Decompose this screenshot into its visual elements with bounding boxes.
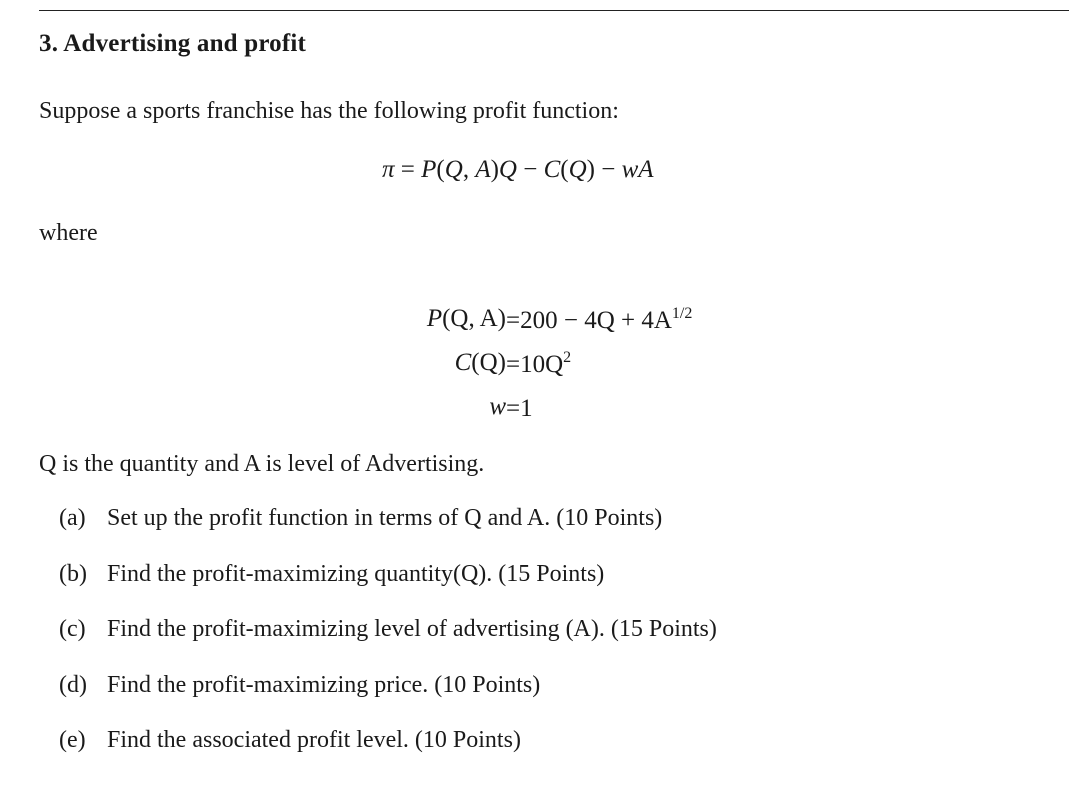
where-label: where xyxy=(39,220,98,246)
definition-row xyxy=(386,393,716,427)
item-text: Set up the profit function in terms of Q and A. (10 Points) xyxy=(107,505,663,531)
eq-term: Q xyxy=(444,156,463,183)
eq-term: − xyxy=(516,156,544,183)
item-label: (c) xyxy=(59,616,86,642)
eq-term: Q xyxy=(568,156,587,183)
item-text: Find the profit-maximizing level of advertising (A). (15 Points) xyxy=(107,616,717,642)
eq-term: P xyxy=(421,156,437,183)
eq-term: A xyxy=(638,156,654,183)
item-text: Find the associated profit level. (10 Points) xyxy=(107,727,521,753)
eq-term: Q xyxy=(498,156,517,183)
item-label: (e) xyxy=(59,727,86,753)
eq-term: ) xyxy=(490,156,499,183)
definition-rhs: $=10Q^2$ xyxy=(506,349,572,378)
definitions-block xyxy=(386,305,716,425)
item-label: (a) xyxy=(59,505,86,531)
eq-term: , xyxy=(462,156,476,183)
definition-row xyxy=(386,349,716,383)
eq-term: C xyxy=(543,156,561,183)
eq-term: ( xyxy=(436,156,445,183)
list-item xyxy=(59,505,662,532)
eq-term: − xyxy=(595,156,622,183)
list-item xyxy=(59,616,717,643)
eq-term: A xyxy=(475,156,491,183)
profit-equation xyxy=(382,156,654,184)
list-item xyxy=(59,672,540,699)
eq-term: ( xyxy=(560,156,569,183)
item-text: Find the profit-maximizing quantity(Q). (15 Points) xyxy=(107,561,605,587)
intro-text: Suppose a sports franchise has the following profit function: xyxy=(39,98,619,124)
definition-lhs: w xyxy=(489,393,506,420)
definition-lhs: C(Q) xyxy=(454,349,506,376)
list-item xyxy=(59,727,521,754)
eq-term: w xyxy=(621,156,639,183)
equals-sign: = xyxy=(394,156,422,183)
item-label: (d) xyxy=(59,672,87,698)
definition-lhs: P(Q, A) xyxy=(426,305,506,332)
list-item xyxy=(59,561,604,588)
explanation-text: Q is the quantity and A is level of Advertising. xyxy=(39,451,485,477)
definition-row xyxy=(386,305,716,339)
definition-rhs: $=200 - 4Q + 4A^{1/2}$ xyxy=(506,305,693,334)
section-heading: 3. Advertising and profit xyxy=(39,30,307,57)
definition-rhs: =1 xyxy=(506,395,533,422)
eq-term: ) xyxy=(586,156,595,183)
item-label: (b) xyxy=(59,561,87,587)
top-rule xyxy=(39,10,1069,11)
item-text: Find the profit-maximizing price. (10 Points) xyxy=(107,672,541,698)
pi-symbol: π xyxy=(382,156,395,183)
